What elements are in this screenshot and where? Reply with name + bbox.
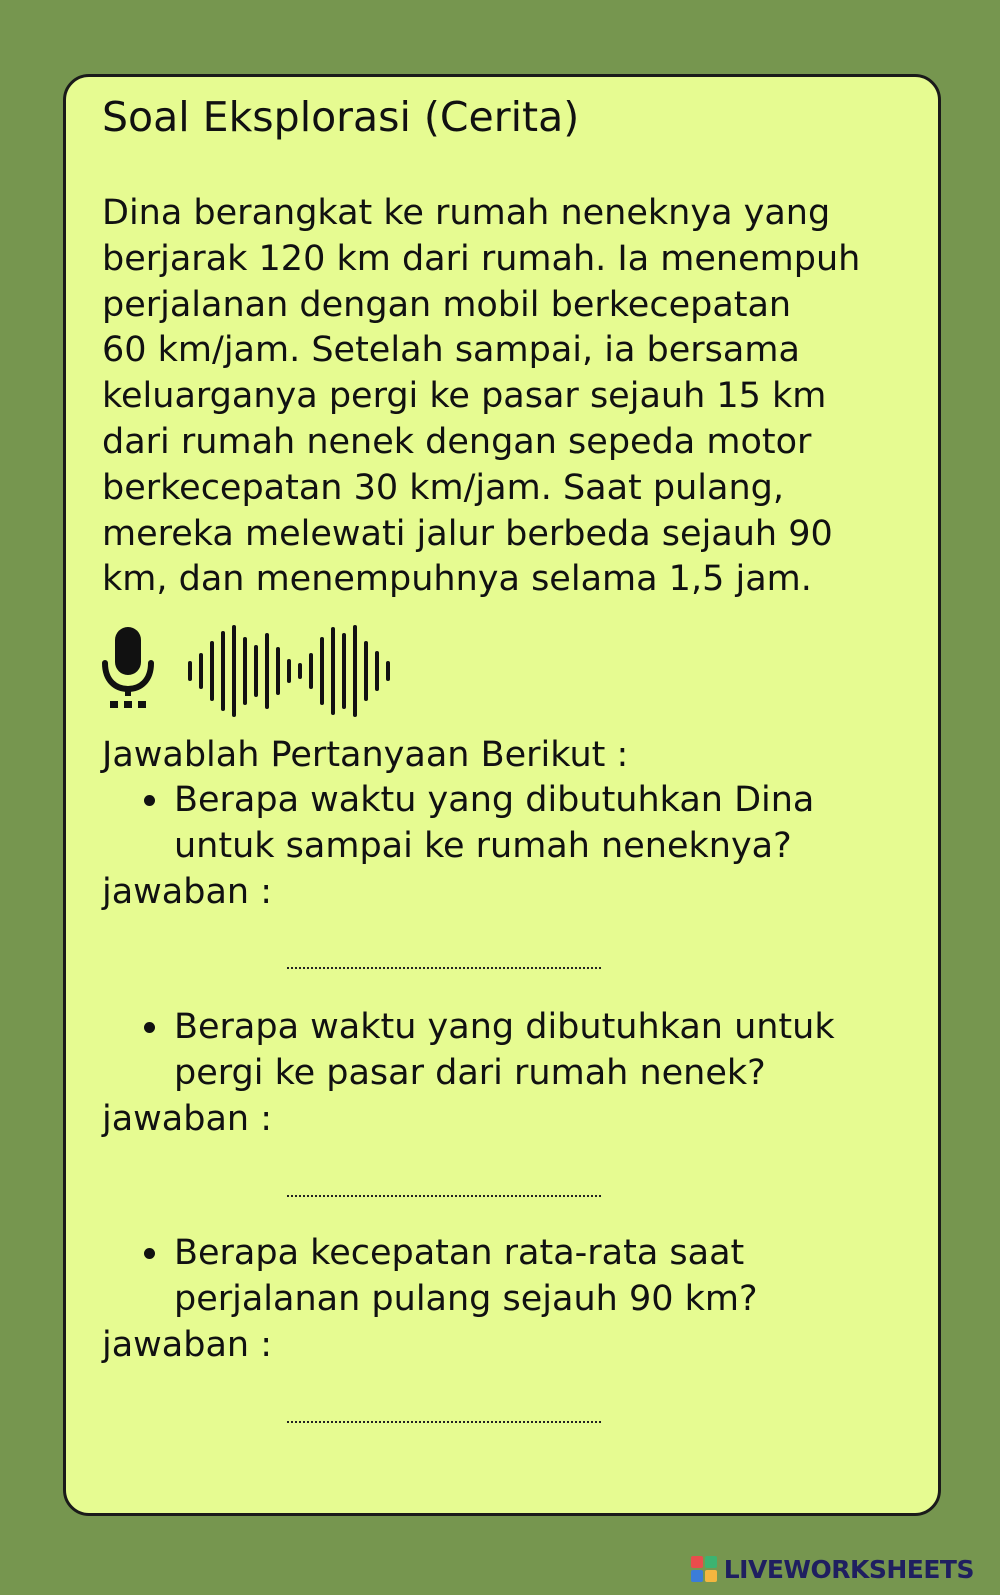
question-text xyxy=(102,777,922,869)
answer-label: jawaban : xyxy=(102,1325,273,1365)
bullet-icon xyxy=(144,1022,155,1033)
question-1 xyxy=(102,777,922,915)
story-line: berjarak 120 km dari rumah. Ia menempuh xyxy=(102,238,861,279)
answer-label: jawaban : xyxy=(102,872,273,912)
story-line: perjalanan dengan mobil berkecepatan xyxy=(102,284,792,325)
question-text xyxy=(102,1004,922,1096)
story-line: keluarganya pergi ke pasar sejauh 15 km xyxy=(102,376,827,417)
story-line: Dina berangkat ke rumah neneknya yang xyxy=(102,193,831,233)
answer-label: jawaban : xyxy=(102,1099,273,1139)
question-line: Berapa waktu yang dibutuhkan untuk xyxy=(174,1007,835,1047)
sound-wave-icon[interactable] xyxy=(186,625,396,717)
exploration-card xyxy=(63,74,941,1516)
brand-name: LIVEWORKSHEETS xyxy=(723,1554,974,1584)
answer-input-3[interactable] xyxy=(287,1415,601,1423)
liveworksheets-brand[interactable] xyxy=(690,1552,974,1586)
microphone-icon[interactable] xyxy=(100,625,156,709)
question-3 xyxy=(102,1230,922,1368)
question-text xyxy=(102,1230,922,1322)
question-line: untuk sampai ke rumah neneknya? xyxy=(174,826,792,866)
question-line: Berapa waktu yang dibutuhkan Dina xyxy=(174,780,815,820)
instruction-heading: Jawablah Pertanyaan Berikut : xyxy=(102,735,629,775)
question-line: perjalanan pulang sejauh 90 km? xyxy=(174,1279,758,1319)
liveworksheets-logo-icon xyxy=(690,1555,718,1583)
story-text xyxy=(102,191,922,603)
question-line: pergi ke pasar dari rumah nenek? xyxy=(174,1053,766,1093)
question-line: Berapa kecepatan rata-rata saat xyxy=(174,1233,745,1273)
bullet-icon xyxy=(144,1248,155,1259)
story-line: 60 km/jam. Setelah sampai, ia bersama xyxy=(102,330,800,371)
card-title: Soal Eksplorasi (Cerita) xyxy=(102,93,580,141)
answer-input-2[interactable] xyxy=(287,1189,601,1197)
bullet-icon xyxy=(144,795,155,806)
story-line: mereka melewati jalur berbeda sejauh 90 xyxy=(102,513,833,554)
audio-player[interactable] xyxy=(100,625,400,717)
story-line: km, dan menempuhnya selama 1,5 jam. xyxy=(102,559,812,600)
story-line: dari rumah nenek dengan sepeda motor xyxy=(102,421,812,462)
answer-input-1[interactable] xyxy=(287,961,601,969)
question-2 xyxy=(102,1004,922,1142)
story-line: berkecepatan 30 km/jam. Saat pulang, xyxy=(102,467,785,508)
